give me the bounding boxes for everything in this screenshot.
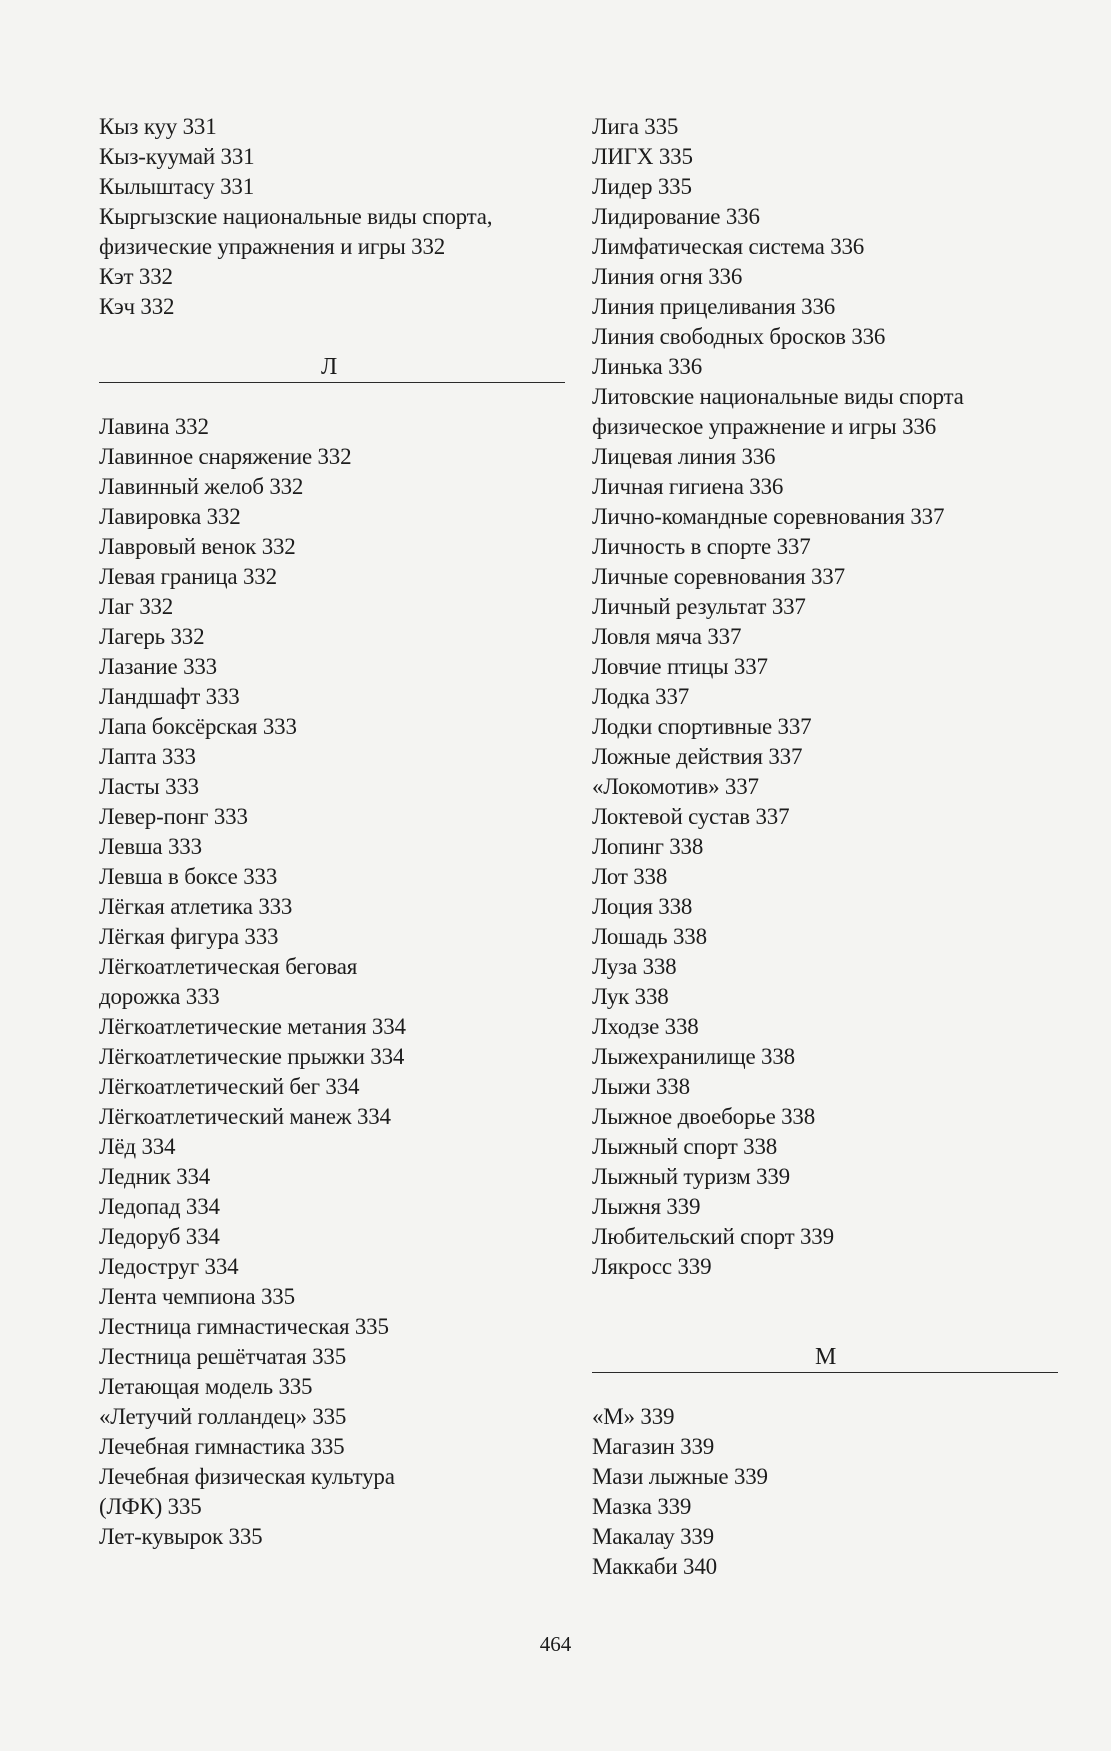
- section-rule: [99, 382, 565, 383]
- spacer: [592, 1282, 1062, 1342]
- index-entry: Кэт 332: [99, 264, 173, 289]
- index-entry: Лыжня 339: [592, 1194, 701, 1219]
- index-entry: Лёгкая фигура 333: [99, 924, 279, 949]
- index-entry: физические упражнения и игры 332: [99, 234, 446, 259]
- index-entry: Линия огня 336: [592, 264, 743, 289]
- index-entry: Лук 338: [592, 984, 669, 1009]
- spacer: [99, 322, 569, 352]
- index-entry: Лёгкая атлетика 333: [99, 894, 293, 919]
- index-entry: Мазка 339: [592, 1494, 692, 1519]
- index-entry: Лагерь 332: [99, 624, 205, 649]
- index-entry: Лёгкоатлетическая беговая: [99, 954, 358, 979]
- index-entry: Ледоструг 334: [99, 1254, 239, 1279]
- index-entry: Лоция 338: [592, 894, 693, 919]
- index-entry: ЛИГХ 335: [592, 144, 693, 169]
- index-entry: (ЛФК) 335: [99, 1494, 202, 1519]
- index-entry: Лопинг 338: [592, 834, 704, 859]
- index-entry: Лот 338: [592, 864, 668, 889]
- index-entry: Личность в спорте 337: [592, 534, 811, 559]
- index-entry: Лапта 333: [99, 744, 196, 769]
- index-entry: Лошадь 338: [592, 924, 707, 949]
- index-entry: Магазин 339: [592, 1434, 715, 1459]
- index-entry: Лига 335: [592, 114, 679, 139]
- index-entry: Лечебная гимнастика 335: [99, 1434, 345, 1459]
- section-l-entries: [99, 412, 569, 1552]
- index-entry: Левша 333: [99, 834, 202, 859]
- index-entry: Луза 338: [592, 954, 677, 979]
- index-entry: «Летучий голландец» 335: [99, 1404, 347, 1429]
- index-entry: Лично-командные соревнования 337: [592, 504, 945, 529]
- index-entry: Лходзе 338: [592, 1014, 699, 1039]
- index-entry: Линия прицеливания 336: [592, 294, 836, 319]
- index-entry: Кэч 332: [99, 294, 175, 319]
- page-number: 464: [539, 1632, 572, 1656]
- index-entry: Кыз куу 331: [99, 114, 217, 139]
- index-entry: Лавинный желоб 332: [99, 474, 304, 499]
- section-heading-l: [99, 352, 569, 412]
- index-entry: Левша в боксе 333: [99, 864, 278, 889]
- index-entry: дорожка 333: [99, 984, 220, 1009]
- index-entry: Лёгкоатлетический манеж 334: [99, 1104, 391, 1129]
- left-column: [99, 112, 569, 1552]
- section-m-entries: [592, 1402, 1062, 1582]
- index-entry: Личная гигиена 336: [592, 474, 784, 499]
- index-entry: Любительский спорт 339: [592, 1224, 834, 1249]
- index-entry: Ласты 333: [99, 774, 199, 799]
- index-entry: Кылыштасу 331: [99, 174, 255, 199]
- index-entry: Лестница решётчатая 335: [99, 1344, 346, 1369]
- index-entry: Лодка 337: [592, 684, 690, 709]
- index-entry: Лечебная физическая культура: [99, 1464, 395, 1489]
- index-entry: Лавина 332: [99, 414, 209, 439]
- index-entry: Локтевой сустав 337: [592, 804, 790, 829]
- index-entry: Лыжехранилище 338: [592, 1044, 795, 1069]
- index-entry: Лодки спортивные 337: [592, 714, 812, 739]
- index-entry: Лента чемпиона 335: [99, 1284, 295, 1309]
- index-entry: Левая граница 332: [99, 564, 277, 589]
- index-entry: Линька 336: [592, 354, 702, 379]
- index-entry: Лаг 332: [99, 594, 174, 619]
- index-entry: Лёгкоатлетический бег 334: [99, 1074, 360, 1099]
- index-entry: Ледопад 334: [99, 1194, 220, 1219]
- index-entry: Макалау 339: [592, 1524, 714, 1549]
- index-entry: Личный результат 337: [592, 594, 806, 619]
- section-letter: М: [815, 1344, 837, 1370]
- index-entry: Литовские национальные виды спорта: [592, 384, 964, 409]
- index-entry: Ловчие птицы 337: [592, 654, 768, 679]
- index-entry: Левер-понг 333: [99, 804, 248, 829]
- index-entry: Кыз-куумай 331: [99, 144, 255, 169]
- index-entry: Лазание 333: [99, 654, 217, 679]
- index-entry: Лет-кувырок 335: [99, 1524, 263, 1549]
- index-entry: Лапа боксёрская 333: [99, 714, 297, 739]
- index-entry: Лимфатическая система 336: [592, 234, 865, 259]
- index-entry: Лидер 335: [592, 174, 692, 199]
- index-entry: Лицевая линия 336: [592, 444, 776, 469]
- index-entry: Ландшафт 333: [99, 684, 240, 709]
- index-entry: Кыргызские национальные виды спорта,: [99, 204, 493, 229]
- index-entry: Лякросс 339: [592, 1254, 712, 1279]
- index-entry: Лавировка 332: [99, 504, 241, 529]
- right-column: [592, 112, 1062, 1582]
- index-entry: Лёгкоатлетические прыжки 334: [99, 1044, 405, 1069]
- index-entry: Лыжный туризм 339: [592, 1164, 790, 1189]
- index-entry: Летающая модель 335: [99, 1374, 313, 1399]
- index-entry: Лыжное двоеборье 338: [592, 1104, 816, 1129]
- index-entry: Ложные действия 337: [592, 744, 803, 769]
- index-entry: физическое упражнение и игры 336: [592, 414, 937, 439]
- index-entry: Ледоруб 334: [99, 1224, 220, 1249]
- index-entry: Лавровый венок 332: [99, 534, 296, 559]
- index-entry: Лыжный спорт 338: [592, 1134, 778, 1159]
- index-entry: «М» 339: [592, 1404, 675, 1429]
- index-entry: Лестница гимнастическая 335: [99, 1314, 389, 1339]
- index-entry: Лёгкоатлетические метания 334: [99, 1014, 406, 1039]
- index-entry: Лыжи 338: [592, 1074, 690, 1099]
- index-entry: Лавинное снаряжение 332: [99, 444, 352, 469]
- index-entry: Лидирование 336: [592, 204, 760, 229]
- section-letter: Л: [321, 354, 338, 380]
- index-entry: Маккаби 340: [592, 1554, 717, 1579]
- section-l-continued-entries: [592, 112, 1062, 1282]
- index-entry: Лёд 334: [99, 1134, 176, 1159]
- top-entries: [99, 112, 569, 322]
- index-entry: Ловля мяча 337: [592, 624, 742, 649]
- section-rule: [592, 1372, 1058, 1373]
- index-entry: Личные соревнования 337: [592, 564, 845, 589]
- index-entry: Ледник 334: [99, 1164, 211, 1189]
- index-entry: Линия свободных бросков 336: [592, 324, 886, 349]
- index-entry: Мази лыжные 339: [592, 1464, 768, 1489]
- section-heading-m: [592, 1342, 1062, 1402]
- index-entry: «Локомотив» 337: [592, 774, 759, 799]
